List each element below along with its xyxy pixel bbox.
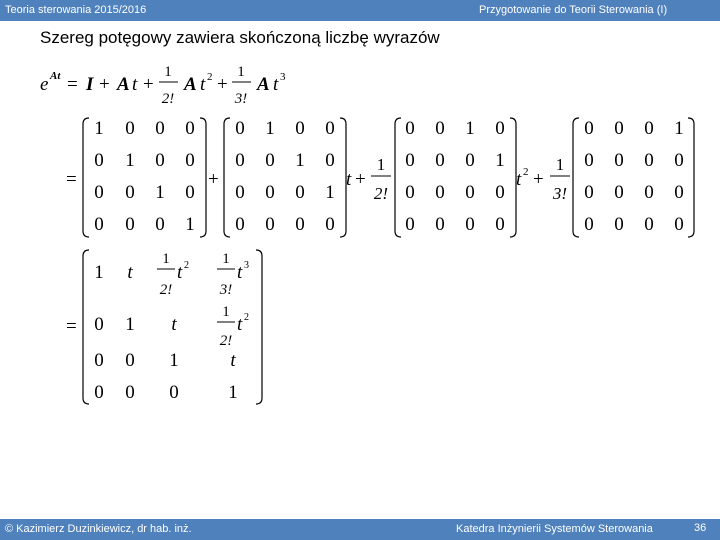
- svg-text:A: A: [117, 74, 130, 95]
- svg-text:0: 0: [465, 182, 475, 203]
- svg-text:1: 1: [169, 350, 179, 371]
- svg-text:1: 1: [237, 64, 245, 80]
- svg-text:0: 0: [405, 182, 415, 203]
- svg-text:0: 0: [235, 118, 245, 139]
- svg-text:=: =: [67, 74, 78, 95]
- svg-text:t: t: [200, 74, 206, 95]
- svg-text:+: +: [208, 169, 219, 190]
- svg-text:1: 1: [162, 251, 170, 267]
- svg-text:0: 0: [435, 214, 445, 235]
- matrix-expansion: [66, 118, 694, 237]
- svg-text:0: 0: [614, 214, 624, 235]
- svg-text:0: 0: [435, 182, 445, 203]
- svg-text:1: 1: [94, 118, 104, 139]
- svg-text:0: 0: [495, 118, 505, 139]
- svg-text:1: 1: [94, 262, 104, 283]
- svg-text:t: t: [127, 262, 133, 283]
- svg-text:0: 0: [295, 182, 305, 203]
- svg-text:0: 0: [674, 150, 684, 171]
- svg-text:+: +: [143, 74, 154, 95]
- svg-text:0: 0: [265, 150, 275, 171]
- svg-text:0: 0: [265, 182, 275, 203]
- slide-heading: Szereg potęgowy zawiera skończoną liczbę wyrazów: [40, 28, 440, 47]
- svg-text:t: t: [171, 314, 177, 335]
- svg-text:3!: 3!: [219, 282, 233, 298]
- svg-text:2: 2: [523, 166, 529, 178]
- svg-text:I: I: [86, 74, 94, 95]
- svg-text:0: 0: [405, 118, 415, 139]
- svg-text:1: 1: [155, 182, 165, 203]
- svg-text:0: 0: [94, 214, 104, 235]
- lecture-title: Przygotowanie do Teorii Sterowania (I): [479, 4, 668, 16]
- department-name: Katedra Inżynierii Systemów Sterowania: [456, 523, 653, 535]
- svg-text:0: 0: [185, 118, 195, 139]
- svg-text:0: 0: [495, 214, 505, 235]
- svg-text:0: 0: [644, 118, 654, 139]
- svg-text:0: 0: [465, 214, 475, 235]
- svg-text:0: 0: [674, 214, 684, 235]
- svg-text:0: 0: [155, 150, 165, 171]
- svg-text:2!: 2!: [373, 184, 389, 203]
- svg-text:t: t: [237, 314, 243, 335]
- svg-text:=: =: [66, 316, 77, 337]
- svg-text:0: 0: [405, 150, 415, 171]
- svg-text:2: 2: [244, 312, 249, 323]
- svg-text:0: 0: [169, 382, 179, 403]
- svg-text:0: 0: [644, 214, 654, 235]
- svg-text:1: 1: [376, 155, 386, 174]
- svg-text:0: 0: [155, 118, 165, 139]
- svg-text:t: t: [237, 262, 243, 283]
- svg-text:A: A: [257, 74, 270, 95]
- svg-text:0: 0: [584, 150, 594, 171]
- svg-text:1: 1: [164, 64, 172, 80]
- svg-text:0: 0: [584, 182, 594, 203]
- matrix-A-cubed: [584, 118, 684, 235]
- svg-text:2!: 2!: [159, 282, 173, 298]
- svg-text:1: 1: [228, 382, 238, 403]
- matrix-A-squared: [405, 118, 505, 235]
- svg-text:3!: 3!: [234, 91, 248, 107]
- svg-text:1: 1: [222, 251, 230, 267]
- svg-text:1: 1: [495, 150, 505, 171]
- svg-text:0: 0: [584, 118, 594, 139]
- identity-matrix: [94, 118, 195, 235]
- svg-text:1: 1: [185, 214, 195, 235]
- svg-text:1: 1: [555, 155, 565, 174]
- svg-text:0: 0: [614, 182, 624, 203]
- svg-text:0: 0: [325, 214, 335, 235]
- svg-text:3: 3: [280, 71, 286, 83]
- svg-text:0: 0: [94, 350, 104, 371]
- svg-text:0: 0: [125, 118, 135, 139]
- svg-text:0: 0: [495, 182, 505, 203]
- svg-text:1: 1: [325, 182, 335, 203]
- svg-text:1: 1: [265, 118, 275, 139]
- course-title: Teoria sterowania 2015/2016: [5, 4, 147, 16]
- svg-text:0: 0: [644, 150, 654, 171]
- svg-text:0: 0: [235, 214, 245, 235]
- svg-text:1: 1: [125, 314, 135, 335]
- svg-text:t: t: [132, 74, 138, 95]
- svg-text:+: +: [533, 169, 544, 190]
- svg-text:1: 1: [295, 150, 305, 171]
- svg-text:0: 0: [155, 214, 165, 235]
- svg-text:t: t: [177, 262, 183, 283]
- svg-text:0: 0: [584, 214, 594, 235]
- svg-text:0: 0: [185, 182, 195, 203]
- series-definition: [40, 64, 286, 107]
- svg-text:0: 0: [185, 150, 195, 171]
- svg-text:0: 0: [325, 150, 335, 171]
- svg-text:3!: 3!: [552, 184, 568, 203]
- page-number: 36: [694, 522, 707, 534]
- svg-text:0: 0: [125, 182, 135, 203]
- svg-text:0: 0: [325, 118, 335, 139]
- svg-text:t: t: [230, 350, 236, 371]
- svg-text:e: e: [40, 74, 49, 95]
- svg-text:2: 2: [184, 260, 189, 271]
- svg-text:0: 0: [265, 214, 275, 235]
- author-credit: © Kazimierz Duzinkiewicz, dr hab. inż.: [5, 523, 192, 535]
- svg-text:0: 0: [435, 118, 445, 139]
- svg-text:3: 3: [244, 260, 249, 271]
- svg-text:0: 0: [674, 182, 684, 203]
- svg-text:A: A: [184, 74, 197, 95]
- svg-text:At: At: [50, 70, 61, 82]
- svg-text:+: +: [355, 169, 366, 190]
- svg-text:t: t: [516, 169, 522, 190]
- svg-text:0: 0: [644, 182, 654, 203]
- svg-text:2!: 2!: [219, 333, 233, 349]
- svg-text:0: 0: [614, 118, 624, 139]
- svg-text:0: 0: [235, 182, 245, 203]
- svg-text:0: 0: [94, 182, 104, 203]
- matrix-A: [235, 118, 335, 235]
- svg-text:1: 1: [465, 118, 475, 139]
- result-matrix: [66, 250, 262, 404]
- svg-text:t: t: [346, 169, 352, 190]
- svg-text:+: +: [217, 74, 228, 95]
- svg-text:0: 0: [94, 382, 104, 403]
- footer-bar: [0, 519, 720, 540]
- svg-text:0: 0: [94, 150, 104, 171]
- svg-text:0: 0: [405, 214, 415, 235]
- svg-text:0: 0: [465, 150, 475, 171]
- svg-text:0: 0: [235, 150, 245, 171]
- svg-text:2!: 2!: [161, 91, 175, 107]
- svg-text:0: 0: [125, 382, 135, 403]
- svg-text:1: 1: [125, 150, 135, 171]
- svg-text:0: 0: [125, 350, 135, 371]
- svg-text:t: t: [273, 74, 279, 95]
- svg-text:0: 0: [94, 314, 104, 335]
- svg-text:0: 0: [295, 118, 305, 139]
- svg-text:0: 0: [614, 150, 624, 171]
- svg-text:0: 0: [125, 214, 135, 235]
- svg-text:+: +: [99, 74, 110, 95]
- svg-text:0: 0: [435, 150, 445, 171]
- svg-text:2: 2: [207, 71, 213, 83]
- svg-text:1: 1: [222, 304, 230, 320]
- svg-text:0: 0: [295, 214, 305, 235]
- svg-text:=: =: [66, 169, 77, 190]
- svg-text:1: 1: [674, 118, 684, 139]
